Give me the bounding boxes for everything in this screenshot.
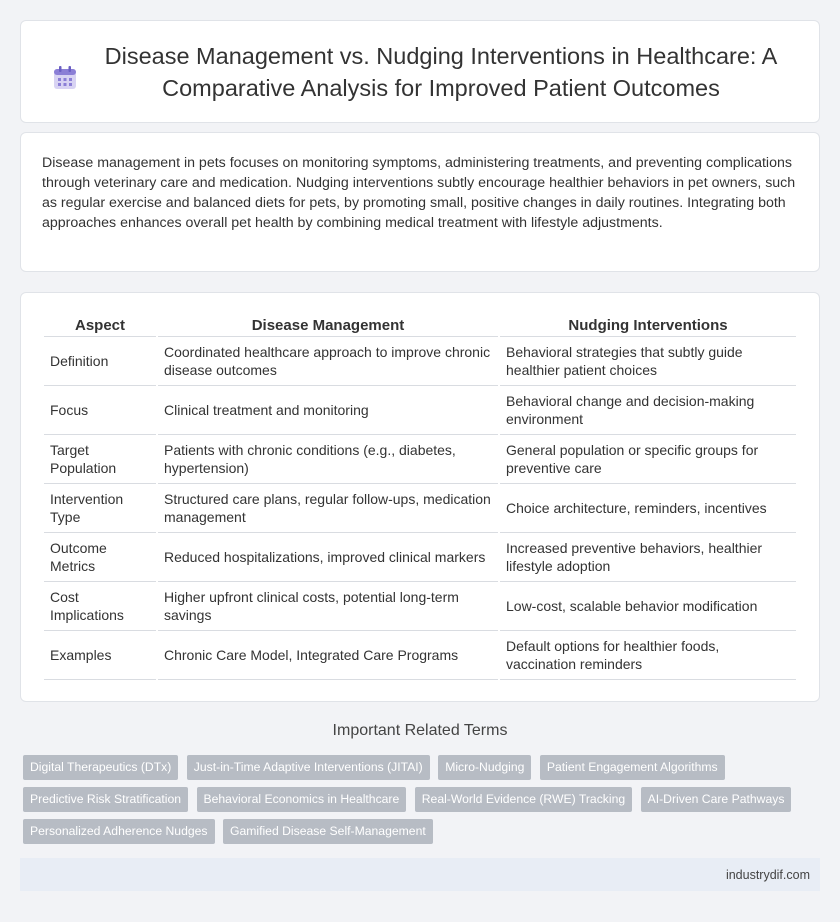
row-disease-management: Clinical treatment and monitoring bbox=[158, 386, 498, 435]
header-disease-management: Disease Management bbox=[158, 313, 498, 337]
related-term-tag[interactable]: AI-Driven Care Pathways bbox=[641, 787, 792, 812]
row-aspect: Focus bbox=[44, 386, 156, 435]
table-row bbox=[44, 631, 796, 680]
table-row bbox=[44, 337, 796, 386]
related-term-tag[interactable]: Real-World Evidence (RWE) Tracking bbox=[415, 787, 632, 812]
related-term-tag[interactable]: Patient Engagement Algorithms bbox=[540, 755, 725, 780]
row-aspect: Examples bbox=[44, 631, 156, 680]
related-terms-list bbox=[23, 755, 803, 851]
row-aspect: Definition bbox=[44, 337, 156, 386]
row-aspect: Outcome Metrics bbox=[44, 533, 156, 582]
row-aspect: Target Population bbox=[44, 435, 156, 484]
header-nudging-interventions: Nudging Interventions bbox=[500, 313, 796, 337]
row-disease-management: Higher upfront clinical costs, potential long-term savings bbox=[158, 582, 498, 631]
row-nudging: Default options for healthier foods, vaccination reminders bbox=[500, 631, 796, 680]
row-nudging: Behavioral change and decision-making environment bbox=[500, 386, 796, 435]
table-row bbox=[44, 386, 796, 435]
row-nudging: Behavioral strategies that subtly guide healthier patient choices bbox=[500, 337, 796, 386]
table-row bbox=[44, 435, 796, 484]
row-aspect: Cost Implications bbox=[44, 582, 156, 631]
table-row bbox=[44, 484, 796, 533]
row-disease-management: Structured care plans, regular follow-ups, medication management bbox=[158, 484, 498, 533]
intro-text: Disease management in pets focuses on monitoring symptoms, administering treatments, and preventing complications through veterinary care and medication. Nudging interventions subtly encourage healthier behaviors in pet owners, such as regular exercise and balanced diets for pets, by promoting small, positive changes in daily routines. Integrating both approaches enhances overall pet health by combining medical treatment with lifestyle adjustments. bbox=[42, 155, 796, 231]
row-nudging: Increased preventive behaviors, healthier lifestyle adoption bbox=[500, 533, 796, 582]
row-disease-management: Chronic Care Model, Integrated Care Programs bbox=[158, 631, 498, 680]
row-nudging: General population or specific groups for preventive care bbox=[500, 435, 796, 484]
related-term-tag[interactable]: Personalized Adherence Nudges bbox=[23, 819, 215, 844]
related-term-tag[interactable]: Just-in-Time Adaptive Interventions (JITAI) bbox=[187, 755, 430, 780]
row-aspect: Intervention Type bbox=[44, 484, 156, 533]
header-aspect: Aspect bbox=[44, 313, 156, 337]
related-term-tag[interactable]: Predictive Risk Stratification bbox=[23, 787, 188, 812]
row-disease-management: Coordinated healthcare approach to improve chronic disease outcomes bbox=[158, 337, 498, 386]
related-term-tag[interactable]: Micro-Nudging bbox=[438, 755, 531, 780]
footer bbox=[20, 858, 820, 891]
row-disease-management: Reduced hospitalizations, improved clinical markers bbox=[158, 533, 498, 582]
row-nudging: Choice architecture, reminders, incentives bbox=[500, 484, 796, 533]
row-nudging: Low-cost, scalable behavior modification bbox=[500, 582, 796, 631]
related-terms-title: Important Related Terms bbox=[332, 722, 508, 739]
page-title: Disease Management vs. Nudging Interventions in Healthcare: A Comparative Analysis for Improved Patient Outcomes bbox=[104, 42, 778, 101]
related-term-tag[interactable]: Digital Therapeutics (DTx) bbox=[23, 755, 178, 780]
table-header-row bbox=[44, 313, 796, 337]
calendar-icon bbox=[51, 64, 79, 92]
intro-card bbox=[20, 132, 820, 272]
table-row bbox=[44, 533, 796, 582]
comparison-table bbox=[42, 313, 798, 680]
related-term-tag[interactable]: Behavioral Economics in Healthcare bbox=[197, 787, 407, 812]
comparison-table-card bbox=[20, 292, 820, 702]
row-disease-management: Patients with chronic conditions (e.g., diabetes, hypertension) bbox=[158, 435, 498, 484]
related-term-tag[interactable]: Gamified Disease Self-Management bbox=[223, 819, 433, 844]
footer-site-link[interactable]: industrydif.com bbox=[725, 868, 810, 882]
table-row bbox=[44, 582, 796, 631]
title-card bbox=[20, 20, 820, 123]
